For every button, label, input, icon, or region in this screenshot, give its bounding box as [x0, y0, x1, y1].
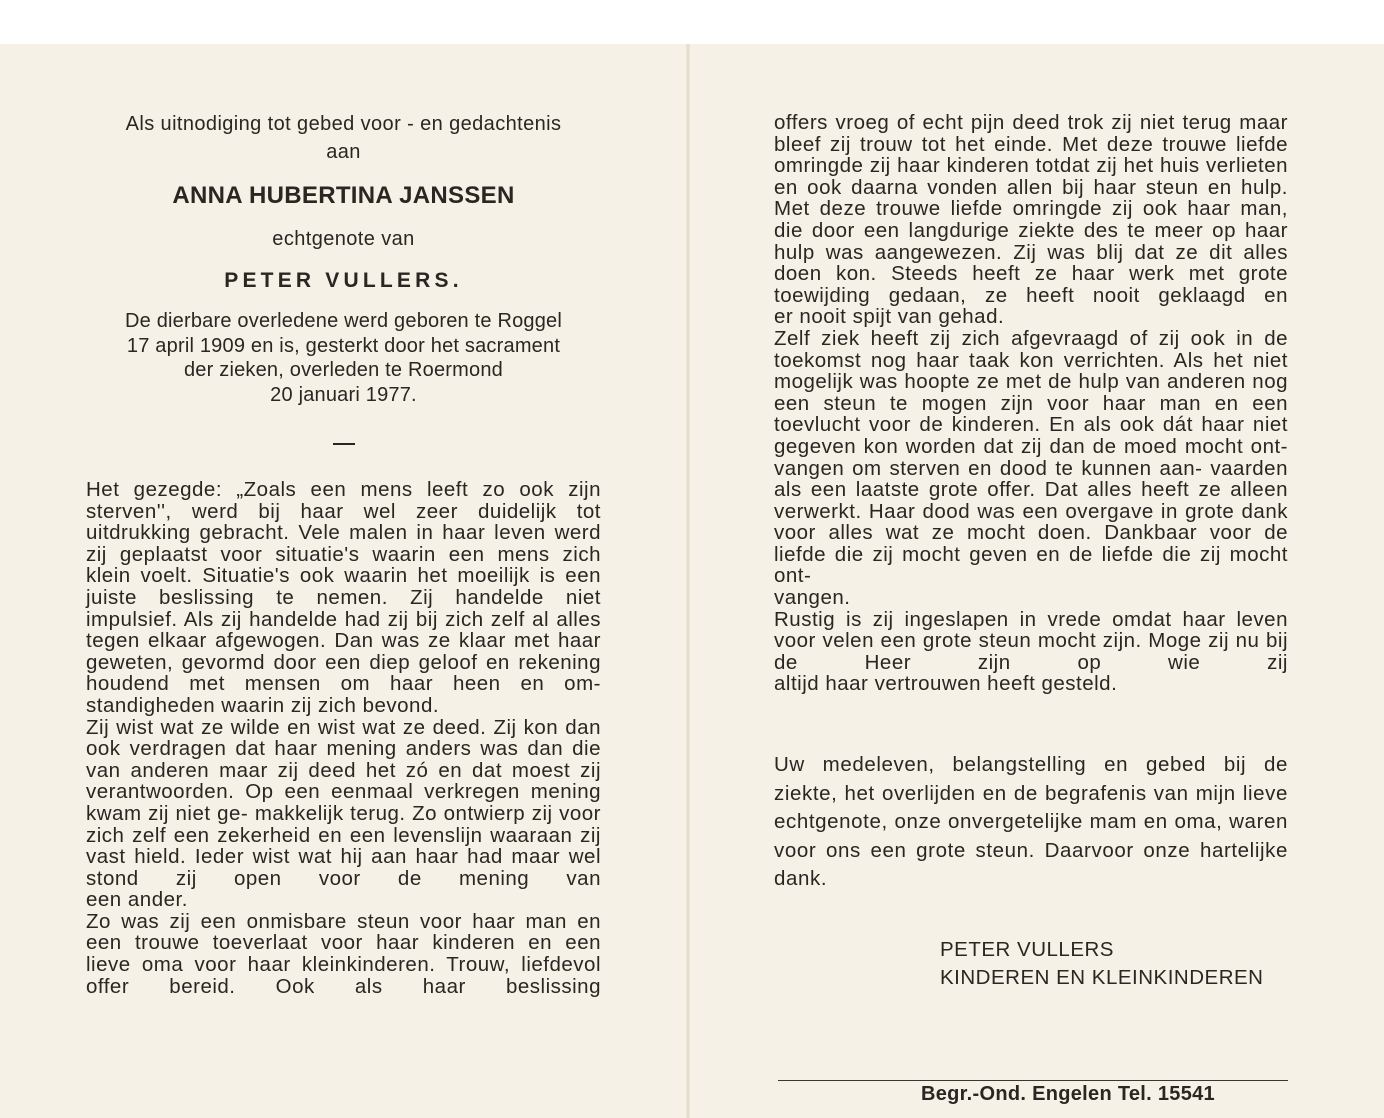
right-page: [774, 112, 1288, 993]
deceased-name: ANNA HUBERTINA JANSSEN: [172, 182, 515, 209]
eulogy-paragraph: Zelf ziek heeft zij zich afgevraagd of zij ook in de toekomst nog haar taak kon verrichten. Als het niet mogelijk was hoopte ze met de hulp van anderen nog een steun te mogen zijn voor haar man en een toevlucht voor de kinderen. En als ook dát haar niet gegeven kon worden dat zij dan de moed mocht ont- vangen om sterven en dood te kunnen aan- vaarden als een laatste grote offer. Dat alles heeft ze alleen verwerkt. Haar dood was een overgave in grote dank voor alles wat ze mocht doen. Dankbaar voor de liefde die zij mocht geven en de liefde die zij mocht ont-: [774, 326, 1288, 588]
printer-credit: Begr.-Ond. Engelen Tel. 15541: [921, 1083, 1215, 1105]
eulogy-paragraph-end: standigheden waarin zij zich bevond.: [86, 693, 440, 717]
invitation-aan: aan: [326, 141, 361, 163]
bio-line: 20 januari 1977.: [270, 383, 417, 406]
spouse-name: PETER VULLERS.: [224, 269, 463, 292]
eulogy-paragraph-end: er nooit spijt van gehad.: [774, 305, 1005, 329]
eulogy-paragraph: Het gezegde: „Zoals een mens leeft zo ook zijn sterven'', werd bij haar wel zeer duidelijk tot uitdrukking gebracht. Vele malen in haar leven werd zij geplaatst voor situatie's waarin een mens zich klein voelt. Situatie's ook waarin het moeilijk is een juiste beslissing te nemen. Zij handelde niet impulsief. Als zij handelde had zij bij zich zelf al alles tegen elkaar afgewogen. Dan was ze klaar met haar geweten, gevormd door een diep geloof en rekening houdend met mensen om haar heen en om-: [86, 478, 601, 696]
bio-line: der zieken, overleden te Roermond: [183, 359, 503, 381]
card-fold: [686, 44, 690, 1118]
bio-line: 17 april 1909 en is, gesterkt door het sacrament: [126, 334, 561, 357]
printer-divider: [778, 1080, 1288, 1081]
eulogy-text-right: [774, 112, 1288, 695]
separator-dash: [333, 443, 355, 445]
spouse-of-label: echtgenote van: [272, 228, 415, 250]
eulogy-paragraph-end: altijd haar vertrouwen heeft gesteld.: [774, 672, 1118, 696]
left-page: [86, 110, 601, 997]
thank-you-note: Uw medeleven, belangstelling en gebed bij de ziekte, het overlijden en de begrafenis van mijn lieve echtgenote, onze onvergetelijke mam en oma, waren voor ons een grote steun. Daarvoor onze hartelijke dank.: [774, 753, 1288, 891]
eulogy-paragraph: offers vroeg of echt pijn deed trok zij niet terug maar bleef zij trouw tot het einde. Met deze trouwe liefde omringde zij haar kinderen totdat zij het huis verlieten en ook daarna vonden allen bij haar steun en hulp. Met deze trouwe liefde omringde zij ook haar man, die door een langdurige ziekte des te meer op haar hulp was aangewezen. Zij was blij dat ze dit alles doen kon. Steeds heeft ze haar werk met grote toewijding gedaan, ze heeft nooit geklaagd en: [774, 111, 1288, 307]
eulogy-text-left: [86, 479, 601, 997]
eulogy-paragraph: Rustig is zij ingeslapen in vrede omdat haar leven voor velen een grote steun mocht zijn. Moge zij nu bij de Heer zijn op wie zij: [774, 607, 1288, 674]
eulogy-paragraph-end: een ander.: [86, 888, 188, 912]
signature: [940, 936, 1288, 993]
eulogy-paragraph-end: vangen.: [774, 586, 851, 610]
eulogy-paragraph: Zij wist wat ze wilde en wist wat ze deed. Zij kon dan ook verdragen dat haar mening anders was dan die van anderen maar zij deed het zó en dat moest zij verantwoorden. Op een eenmaal verkregen mening kwam zij niet ge- makkelijk terug. Zo ontwierp zij voor zich zelf een zekerheid en een levenslijn waaraan zij vast hield. Ieder wist wat hij aan haar had maar wel stond zij open voor de mening van: [86, 715, 601, 890]
signature-name: PETER VULLERS: [940, 937, 1114, 961]
bio-line: De dierbare overledene werd geboren te Roggel: [124, 310, 563, 332]
signature-family: KINDEREN EN KLEINKINDEREN: [940, 966, 1264, 990]
biography: [86, 309, 601, 407]
invitation-line: Als uitnodiging tot gebed voor - en gedachtenis: [125, 113, 562, 135]
eulogy-paragraph: Zo was zij een onmisbare steun voor haar man en een trouwe toeverlaat voor haar kinderen en een lieve oma voor haar kleinkinderen. Trouw, liefdevol offer bereid. Ook als haar beslissing: [86, 909, 601, 998]
